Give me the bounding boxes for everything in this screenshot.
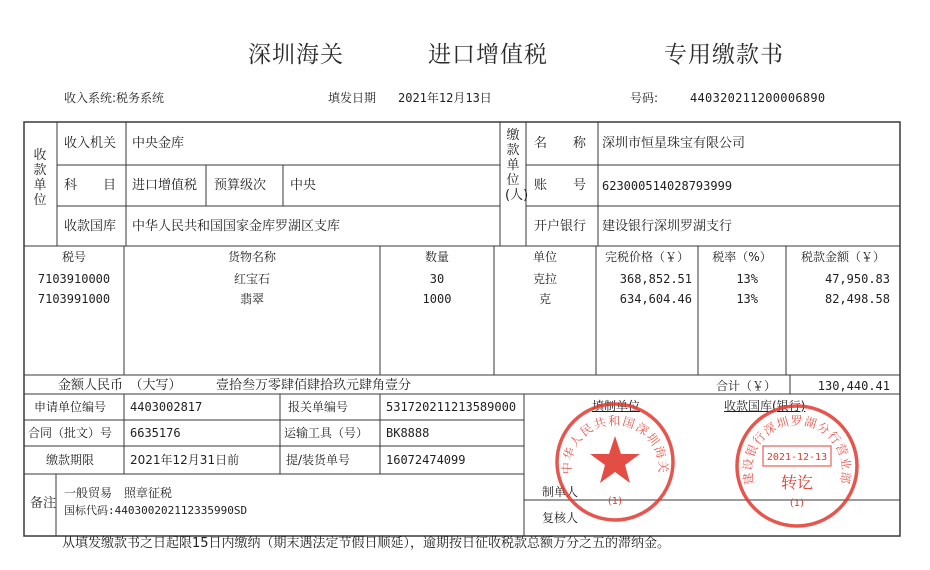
row2-quantity: 1000 [422,292,452,306]
total-sum-label: 合计（￥） [716,379,777,393]
remark-line-1: 一般贸易 照章征税 [64,486,173,500]
header-number-value: 440320211200006890 [690,91,826,105]
payer-name-value: 深圳市恒星珠宝有限公司 [602,136,746,151]
footer-note: 从填发缴款书之日起限15日内缴纳（期末遇法定节假日顺延），逾期按日征收税款总额万分之五的滞纳金。 [62,536,671,551]
declare-value: 531720211213589000 [386,400,517,414]
payer-bank-label: 开户银行 [534,219,587,234]
col-header-rate: 税率（%） [712,250,772,264]
payer-bank-value: 建设银行深圳罗湖支行 [602,219,733,234]
deadline-label: 缴款期限 [46,453,95,467]
bank-seal [733,402,861,530]
header-system: 收入系统:税务系统 [64,91,165,105]
row2-price: 634,604.46 [619,292,692,306]
issuer-label: 制单人 [542,485,579,499]
unit-code-label: 申请单位编号 [34,400,107,414]
row2-tax-amount: 82,498.58 [824,292,890,306]
svg-text:建设银行深圳罗湖分行营业部: 建设银行深圳罗湖分行营业部 [740,413,854,486]
contract-value: 6635176 [130,426,181,440]
row1-tax-amount: 47,950.83 [824,272,890,286]
col-header-goods: 货物名称 [227,250,276,264]
bank-seal-transfer: 转讫 [780,473,814,492]
receiver-organ-label: 收入机关 [64,136,117,151]
total-amount-label: 金额人民币 （大写） [58,378,182,393]
payer-side-label: 缴款单位(人) [505,128,529,203]
header-date-label: 填发日期 [328,91,377,105]
receiver-level-label: 预算级次 [214,178,267,193]
header-date-value: 2021年12月13日 [398,91,492,105]
total-amount-words: 壹拾叁万零肆佰肆拾玖元肆角壹分 [216,378,412,393]
unit-code-value: 4403002817 [130,400,203,414]
receiver-side-label: 收款单位 [33,148,47,208]
declare-label: 报关单编号 [288,400,349,414]
star-icon [590,436,640,483]
remark-label: 备注 [30,496,57,511]
deadline-value: 2021年12月31日前 [130,453,240,467]
transport-value: BK8888 [386,426,430,440]
receiver-organ-value: 中央金库 [132,136,185,151]
col-header-unit: 单位 [532,250,557,264]
header-number-label: 号码: [630,91,659,105]
customs-seal [553,400,677,524]
title-tax-type: 进口增值税 [428,42,548,68]
receiver-level-value: 中央 [290,178,317,193]
remark-line-2: 国标代码:440300202112335990SD [64,504,248,517]
receiver-subject-value: 进口增值税 [132,178,198,193]
payer-account-label: 账 号 [534,178,587,193]
col-header-tariff: 税号 [61,250,86,264]
row2-tariff: 7103991000 [37,292,111,306]
row2-rate: 13% [736,292,758,306]
bank-seal-date: 2021-12-13 [766,452,828,463]
bank-seal-label: 收款国库(银行) [724,399,806,413]
row1-tariff: 7103910000 [37,272,111,286]
payer-name-label: 名 称 [534,136,587,151]
col-header-price: 完税价格（￥） [604,250,689,264]
bank-seal-number: (1) [789,498,805,509]
row1-quantity: 30 [429,272,445,286]
total-sum-value: 130,440.41 [817,379,890,393]
title-customs: 深圳海关 [248,42,344,68]
row2-unit: 克 [538,292,551,306]
checker-label: 复核人 [542,511,579,525]
payer-account-value: 623000514028793999 [602,179,733,193]
receiver-subject-label: 科 目 [64,178,117,193]
bill-label: 提/装货单号 [286,453,351,467]
unit-seal-label: 填制单位 [592,399,641,413]
receiver-treasury-label: 收款国库 [64,219,117,234]
row1-price: 368,852.51 [619,272,692,286]
bill-value: 16072474099 [386,453,466,467]
svg-text:中华人民共和国深圳海关: 中华人民共和国深圳海关 [559,413,671,475]
col-header-tax-amount: 税款金额（￥） [800,250,885,264]
row2-goods: 翡翠 [239,292,264,306]
row1-unit: 克拉 [532,272,557,286]
receiver-treasury-value: 中华人民共和国国家金库罗湖区支库 [132,219,341,234]
row1-rate: 13% [736,272,758,286]
customs-seal-number: (1) [607,496,623,507]
transport-label: 运输工具（号） [284,426,369,440]
col-header-quantity: 数量 [424,250,449,264]
contract-label: 合同（批文）号 [28,426,113,440]
title-document: 专用缴款书 [664,42,784,68]
row1-goods: 红宝石 [233,272,270,286]
